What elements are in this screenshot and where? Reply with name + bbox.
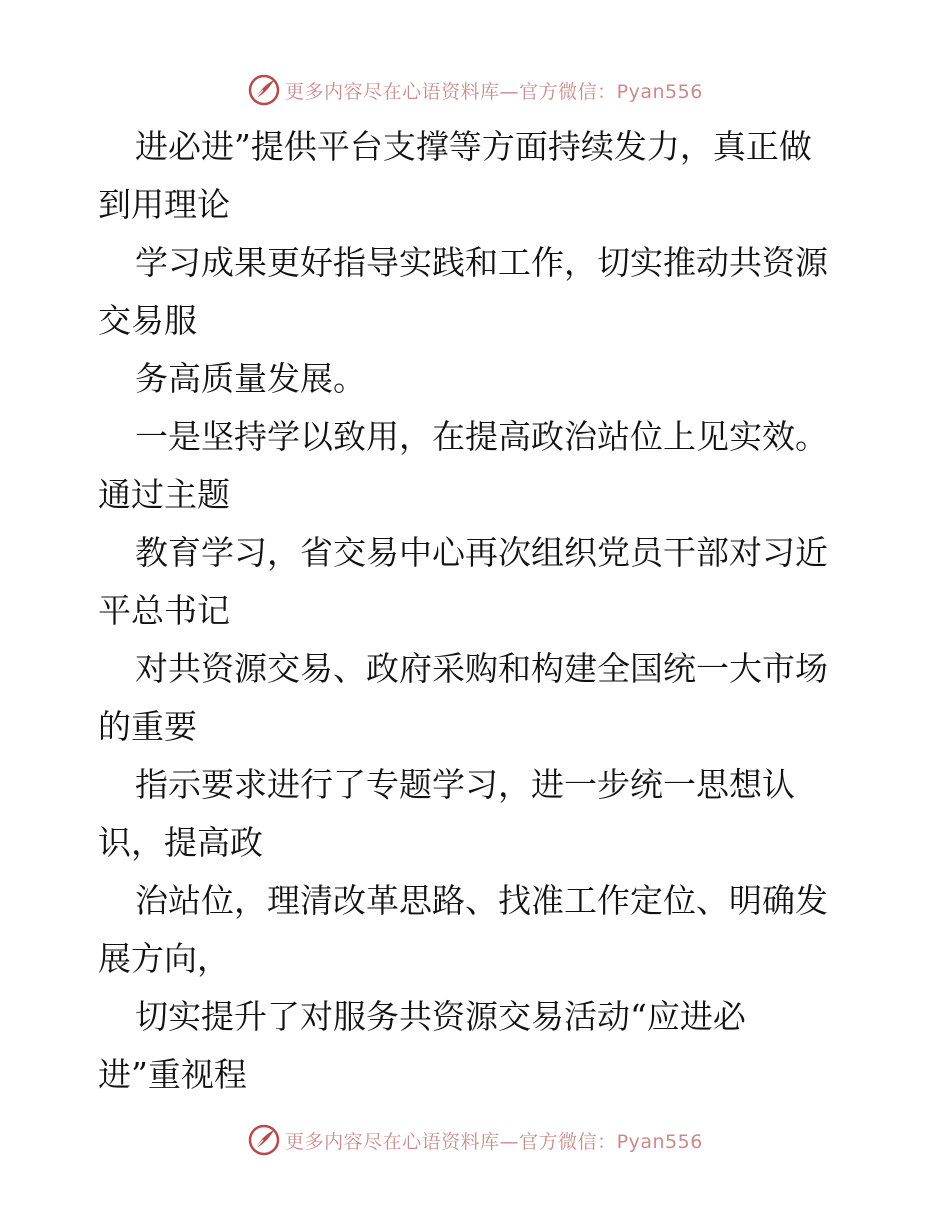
- text-line: 识，提高政: [98, 823, 263, 862]
- text-line: 到用理论: [98, 185, 230, 224]
- footer-banner: [0, 1120, 950, 1160]
- text-line: 学习成果更好指导实践和工作，切实推动共资源: [135, 243, 828, 282]
- text-line: 平总书记: [98, 591, 230, 630]
- feather-pen-logo-icon: [247, 1123, 281, 1157]
- text-line: 务高质量发展。: [135, 359, 366, 398]
- text-line: 一是坚持学以致用，在提高政治站位上见实效。: [135, 417, 828, 456]
- text-line: 指示要求进行了专题学习，进一步统一思想认: [135, 765, 795, 804]
- text-line: 展方向，: [98, 939, 230, 978]
- text-line: 交易服: [98, 301, 197, 340]
- text-line: 的重要: [98, 707, 197, 746]
- text-line: 进必进”提供平台支撑等方面持续发力，真正做: [135, 127, 812, 166]
- text-line: 治站位，理清改革思路、找准工作定位、明确发: [135, 881, 828, 920]
- text-line: 通过主题: [98, 475, 230, 514]
- header-banner: [0, 70, 950, 110]
- text-line: 对共资源交易、政府采购和构建全国统一大市场: [135, 649, 828, 688]
- document-body: [98, 118, 858, 1104]
- footer-banner-text: 更多内容尽在心语资料库—官方微信：Pyan556: [285, 1130, 703, 1153]
- text-line: 切实提升了对服务共资源交易活动“应进必: [135, 997, 746, 1036]
- feather-pen-logo-icon: [247, 73, 281, 107]
- text-line: 教育学习，省交易中心再次组织党员干部对习近: [135, 533, 828, 572]
- text-line: 进”重视程: [98, 1055, 247, 1094]
- header-banner-text: 更多内容尽在心语资料库—官方微信：Pyan556: [285, 80, 703, 103]
